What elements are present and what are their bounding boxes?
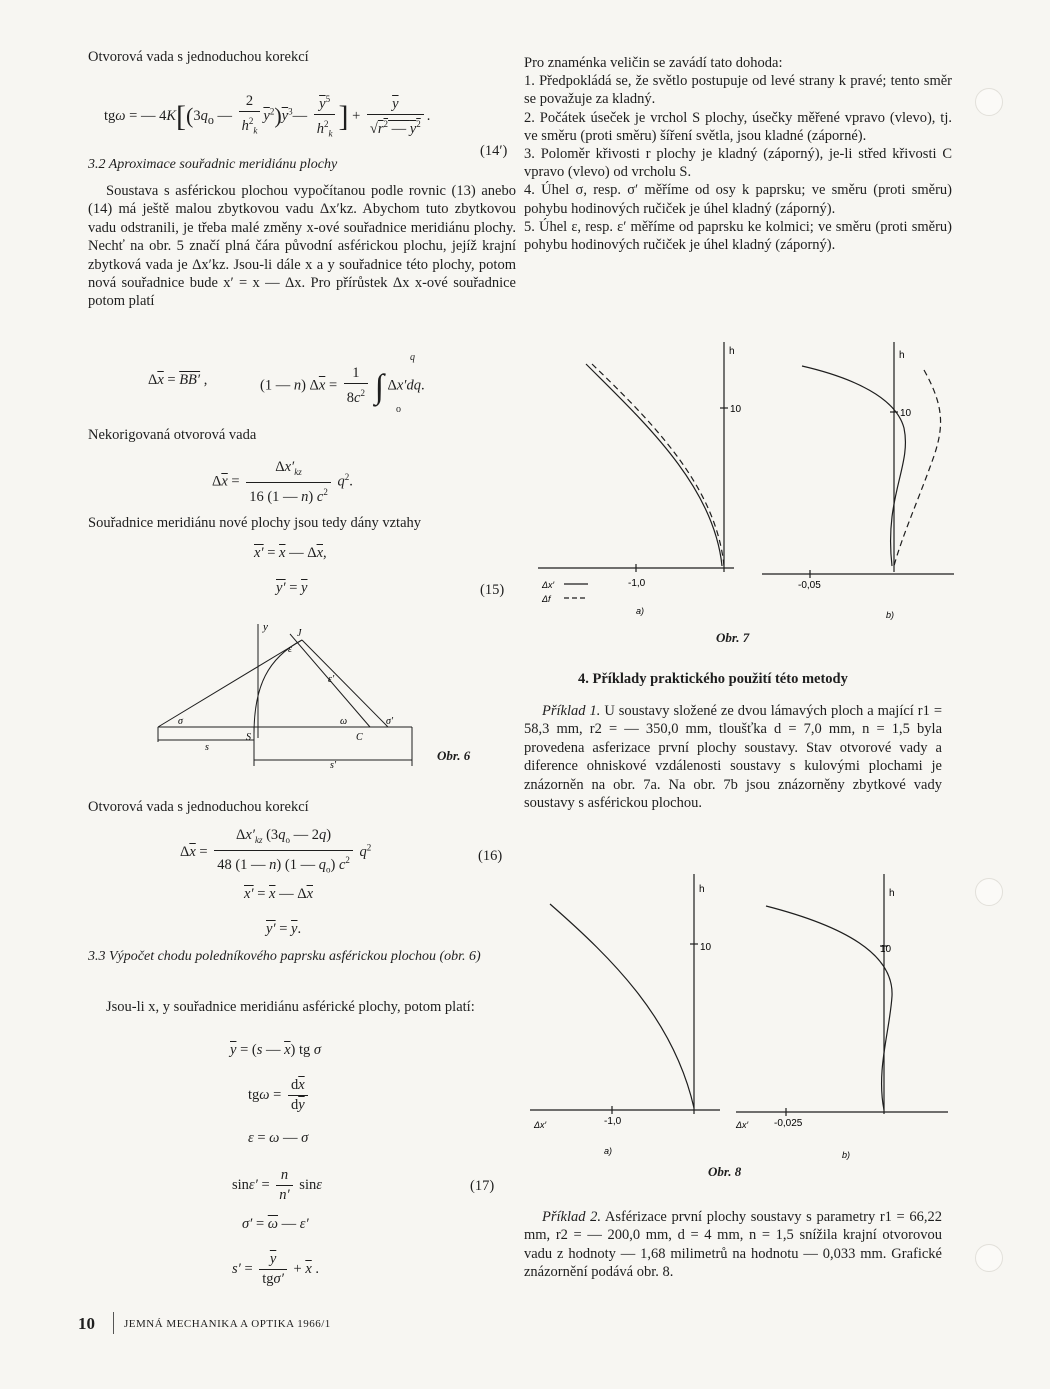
fig7a-tick-label: -1,0: [628, 578, 646, 589]
equation-16a: $\Delta\overline{x}$ = $\frac{\Delta x'_{kz} (3q_o — 2q)}{48 (1 — n) (1 — q_o) c^2}$ $q^2$: [180, 827, 372, 875]
page-number: 10: [78, 1314, 95, 1333]
fig8b-tick-label: -0,025: [774, 1118, 803, 1129]
fig8a-h-label: h: [699, 884, 705, 895]
sign-convention-block: [524, 54, 952, 254]
fig8b-delta-x-curve: [766, 906, 892, 1110]
svg-text:ε: ε: [288, 644, 292, 655]
paragraph-intro-16: Otvorová vada s jednoduchou korekcí: [88, 799, 309, 815]
fig7b-h-label: h: [899, 350, 905, 361]
svg-text:σ: σ: [178, 716, 183, 727]
svg-text:σ′: σ′: [386, 716, 394, 727]
equation-number-17: (17): [470, 1178, 495, 1194]
equation-15b: $y' = \overline{y}$: [276, 580, 308, 596]
convention-intro: Pro znaménka veličin se zavádí tato dohoda:: [524, 55, 783, 71]
figure-7: [524, 336, 964, 626]
binder-hole: [975, 1244, 1003, 1272]
svg-text:ε′: ε′: [328, 674, 335, 685]
equation-number-14prime: (14′): [480, 143, 508, 159]
equation-uncorrected: $\Delta\overline{x}$ = $\frac{\Delta x'_{kz}}{16 (1 — n) c^2}$ $q^2$.: [212, 459, 353, 505]
fig8a-axis-label: Δx′: [534, 1120, 547, 1130]
fig7a-ten-label: 10: [730, 404, 742, 415]
svg-text:s′: s′: [330, 760, 337, 771]
convention-item: 2. Počátek úseček je vrchol S plochy, úsečky měřené vpravo (vlevo), tj. ve směru (proti směru) šíření světla, jsou kladné (záporné).: [524, 109, 952, 144]
section-heading-4: 4. Příklady praktického použití této metody: [578, 671, 848, 687]
example-1-text: U soustavy složené ze dvou lámavých ploch a mající r1 = 58,3 mm, r2 = — 350,0 mm, tloušťka d = 7,0 mm, n = 1,5 byla provedena asferizace první plochy soustavy. Stav otvorové vady a diference ohniskové vzdálenosti soustavy s kulovými plochami je znázorněn na obr. 7a. Na obr. 7b jsou znázorněny zbytkové vady soustavy s asférickou plochou.: [524, 703, 943, 812]
svg-text:J: J: [297, 628, 302, 639]
fig8a-delta-x-curve: [550, 904, 694, 1108]
example-1: [524, 702, 942, 812]
figure-6-ray-diagram: [150, 616, 430, 776]
svg-text:S: S: [246, 732, 251, 743]
binder-hole: [975, 878, 1003, 906]
binder-hole: [975, 88, 1003, 116]
example-2: [524, 1208, 942, 1282]
legend-df-label: Δf: [542, 594, 551, 604]
equation-17d: sinε′ = $\frac{n}{n'}$ sinε: [232, 1167, 322, 1203]
fig8a-sub-label: a): [604, 1146, 613, 1156]
paragraph-nekorigovana: Nekorigovaná otvorová vada: [88, 427, 257, 443]
fig7b-delta-x-curve: [802, 366, 905, 566]
fig7b-delta-f-curve: [894, 370, 941, 566]
fig7b-ten-label: 10: [900, 408, 912, 419]
fig7b-sub-label: b): [886, 610, 895, 620]
paragraph-intro-14: Otvorová vada s jednoduchou korekcí: [88, 49, 309, 65]
convention-item: 1. Předpokládá se, že světlo postupuje od levé strany k pravé; tento směr se považuje za kladný.: [524, 73, 952, 108]
svg-text:ω: ω: [340, 716, 348, 727]
equation-16b: $x' = \overline{x}$ — $\Delta\overline{x}$: [244, 886, 313, 902]
figure-6-caption: Obr. 6: [437, 748, 471, 763]
footer-divider: [113, 1312, 114, 1334]
fig7a-delta-f-curve: [592, 364, 724, 566]
example-1-title: Příklad 1.: [542, 703, 601, 719]
equation-14prime: tgω = — $4K[(3q_o$ — $\frac{2}{h^2_k}$ $\overline{y}^2)\overline{y}^3—$ $\frac{\overline{y}^5}{h^2_k}$ ] + $\frac{\overline{y}}{√r^2 — y^2}$ .: [104, 74, 524, 136]
svg-text:s: s: [205, 742, 209, 753]
fig7a-sub-label: a): [636, 606, 645, 616]
figure-8: [524, 870, 954, 1170]
equation-number-15: (15): [480, 582, 505, 598]
section-heading-3-3: 3.3 Výpočet chodu poledníkového paprsku asférickou plochou (obr. 6): [88, 949, 481, 964]
paragraph-3-3: Jsou-li x, y souřadnice meridiánu asférické plochy, potom platí:: [106, 999, 475, 1015]
fig8b-h-label: h: [889, 888, 895, 899]
fig8b-axis-label: Δx′: [736, 1120, 749, 1130]
svg-text:C: C: [356, 732, 363, 743]
svg-text:y: y: [263, 621, 268, 633]
refracted-ray: [302, 640, 388, 727]
equation-17e: $\sigma' = \overline{\omega}$ — ε′: [242, 1216, 309, 1232]
fig7b-tick-label: -0,05: [798, 580, 821, 591]
equation-number-16: (16): [478, 848, 503, 864]
figure-8-caption: Obr. 8: [708, 1164, 742, 1179]
equation-17f: s′ = $\frac{\overline{y}}{\text{tgσ′}}$ + $\overline{x}$ .: [232, 1251, 319, 1287]
section-heading-3-2: 3.2 Aproximace souřadnic meridiánu plochy: [88, 157, 338, 172]
equation-17a: $\overline{y} = (s$ — $\overline{x}$) tg σ: [230, 1042, 322, 1058]
figure-7-caption: Obr. 7: [716, 630, 750, 645]
equation-16c: $y' = \overline{y}$.: [266, 921, 302, 937]
legend-dx-label: Δx′: [542, 580, 555, 590]
paragraph-souradnice: Souřadnice meridiánu nové plochy jsou tedy dány vztahy: [88, 515, 422, 531]
fig8a-tick-label: -1,0: [604, 1116, 622, 1127]
equation-17b: tgω = $\frac{d\overline{x}}{d\overline{y}}$: [248, 1076, 311, 1115]
fig8b-sub-label: b): [842, 1150, 851, 1160]
fig7a-h-label: h: [729, 346, 735, 357]
equation-17c: ε = ω — σ: [248, 1130, 309, 1146]
journal-name: JEMNÁ MECHANIKA A OPTIKA 1966/1: [124, 1318, 331, 1330]
paragraph-3-2: Soustava s asférickou plochou vypočítanou podle rovnic (13) anebo (14) má ještě malou zbytkovou vadu Δx′kz. Abychom tuto zbytkovou vadu odstranili, je třeba malé změny x-ové souřadnice meridiánu plochy. Nechť na obr. 5 značí plná čára původní asférickou plochu, jejíž krajní zbytková vada je Δx′kz. Jsou-li dále x a y souřadnice této plochy, potom nová souřadnice bude x′ = x — Δx. Pro přírůstek Δx x-ové souřadnice potom platí: [88, 183, 516, 310]
incident-ray: [158, 640, 302, 727]
fig8b-ten-label: 10: [880, 944, 892, 955]
fig7a-delta-x-curve: [586, 364, 722, 566]
equation-15a: $x' = \overline{x}$ — $\Delta\overline{x}$,: [254, 545, 327, 561]
convention-item: 4. Úhel σ, resp. σ′ měříme od osy k paprsku; ve směru (proti směru) pohybu hodinových ručiček je úhel kladný (záporný).: [524, 182, 952, 217]
example-2-text: Asférizace první plochy soustavy s parametry r1 = 66,22 mm, r2 = — 200,0 mm, d = 4 mm, n = 1,5 snížila krajní otvorovou vadu z hodnoty — 1,68 milimetrů na hodnotu — 0,033 mm. Grafické znázornění podává obr. 8.: [524, 1209, 942, 1281]
convention-item: 5. Úhel ε, resp. ε′ měříme od paprsku ke kolmici; ve směru (proti směru) pohybu hodinových ručiček je úhel kladný (záporný).: [524, 218, 952, 254]
fig8a-ten-label: 10: [700, 942, 712, 953]
example-2-title: Příklad 2.: [542, 1209, 601, 1225]
convention-item: 3. Poloměr křivosti r plochy je kladný (záporný), je-li střed křivosti C vpravo (vlevo) od vrcholu S.: [524, 146, 952, 181]
equation-delta-x-integral: $\Delta\overline{x} = BB'$ , (1 — n) $\Delta\overline{x}$ = $\frac{1}{8c^2}$ ∫ Δx′dq. q o: [148, 352, 425, 415]
